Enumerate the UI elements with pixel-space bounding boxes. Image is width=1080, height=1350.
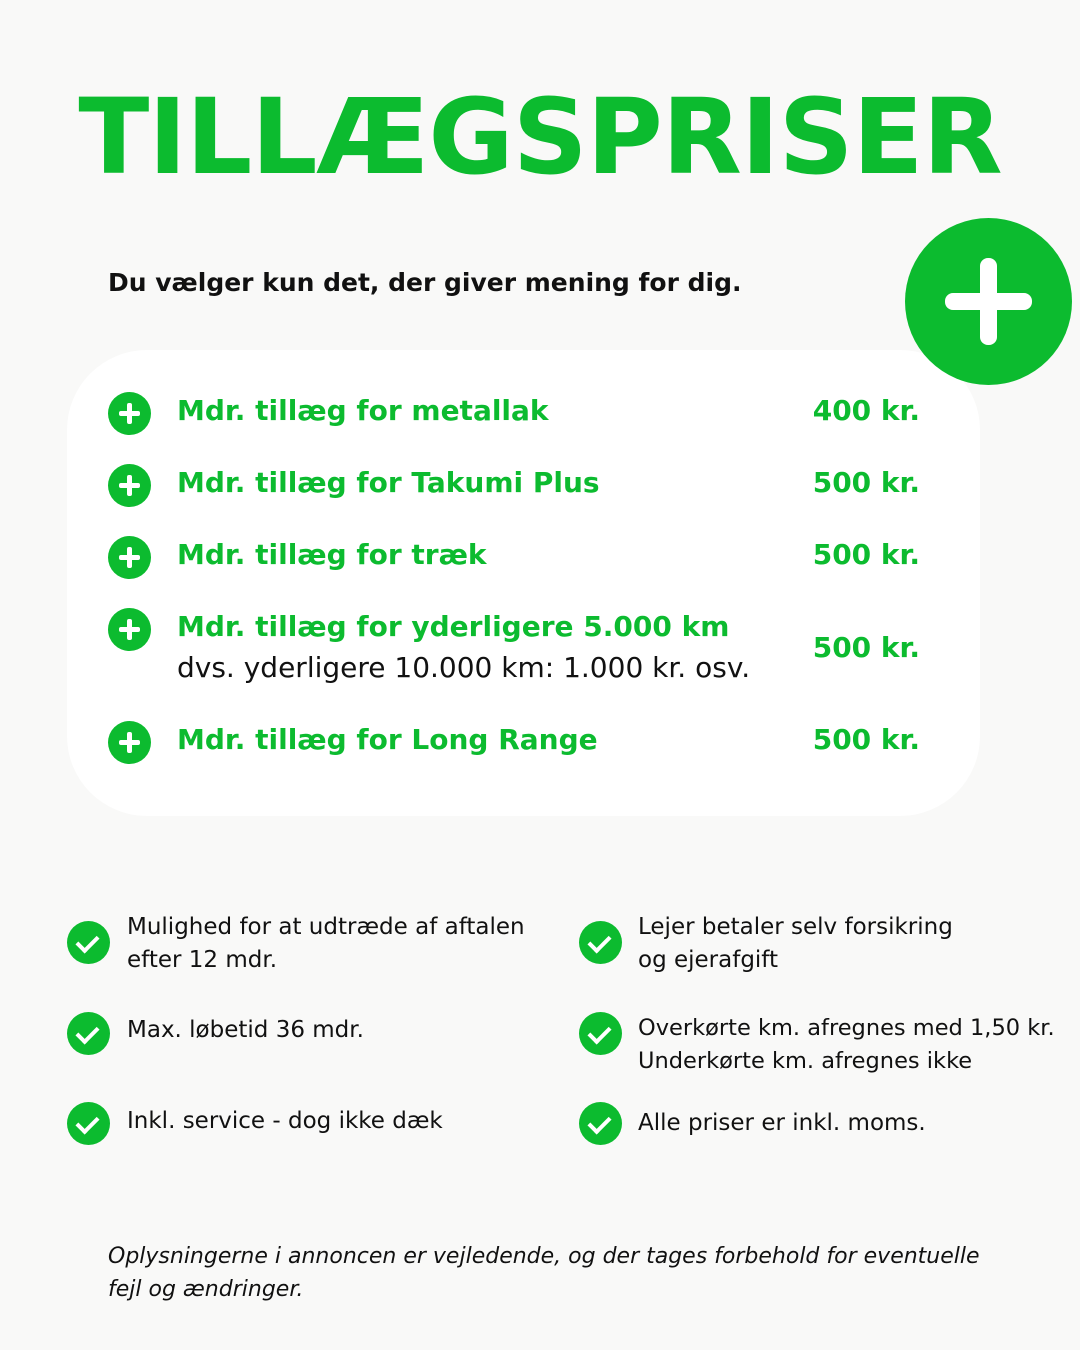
plus-icon [108, 608, 151, 651]
addon-row-metallak [108, 392, 920, 436]
check-icon [579, 1102, 622, 1145]
feature-line: Underkørte km. afregnes ikke [638, 1048, 973, 1074]
addon-label: Mdr. tillæg for træk [177, 538, 487, 571]
addon-row-long-range [108, 721, 920, 765]
plus-icon [108, 464, 151, 507]
feature-line: Max. løbetid 36 mdr. [127, 1017, 364, 1043]
feature-line: og ejerafgift [638, 947, 779, 973]
addon-note: dvs. yderligere 10.000 km: 1.000 kr. osv. [177, 651, 751, 684]
plus-icon [108, 392, 151, 435]
addon-price: 400 kr. [812, 394, 920, 427]
feature-line: Overkørte km. afregnes med 1,50 kr. [638, 1015, 1055, 1041]
page-title: TILLÆGSPRISER [78, 76, 1002, 198]
addon-label: Mdr. tillæg for yderligere 5.000 km [177, 610, 730, 643]
check-icon [579, 921, 622, 964]
feature-line: Mulighed for at udtræde af aftalen [127, 914, 525, 940]
hero-plus-icon [905, 218, 1072, 385]
addon-price: 500 kr. [812, 538, 920, 571]
subtitle: Du vælger kun det, der giver mening for dig. [108, 268, 742, 297]
feature-line: Alle priser er inkl. moms. [638, 1110, 926, 1136]
addon-row-extra-km [108, 608, 920, 698]
addon-label: Mdr. tillæg for metallak [177, 394, 549, 427]
addon-label: Mdr. tillæg for Long Range [177, 723, 598, 756]
addon-price: 500 kr. [812, 466, 920, 499]
addon-label: Mdr. tillæg for Takumi Plus [177, 466, 600, 499]
feature-line: Lejer betaler selv forsikring [638, 914, 953, 940]
feature-line: Inkl. service - dog ikke dæk [127, 1108, 443, 1134]
check-icon [579, 1012, 622, 1055]
check-icon [67, 921, 110, 964]
addon-price: 500 kr. [812, 723, 920, 756]
check-icon [67, 1012, 110, 1055]
addon-row-traek [108, 536, 920, 580]
plus-icon [108, 536, 151, 579]
check-icon [67, 1102, 110, 1145]
disclaimer: Oplysningerne i annoncen er vejledende, og der tages forbehold for eventuelle fejl og ændringer. [108, 1244, 980, 1302]
addon-row-takumi-plus [108, 464, 920, 508]
addon-price: 500 kr. [812, 631, 920, 664]
feature-line: efter 12 mdr. [127, 947, 278, 973]
plus-icon [108, 721, 151, 764]
